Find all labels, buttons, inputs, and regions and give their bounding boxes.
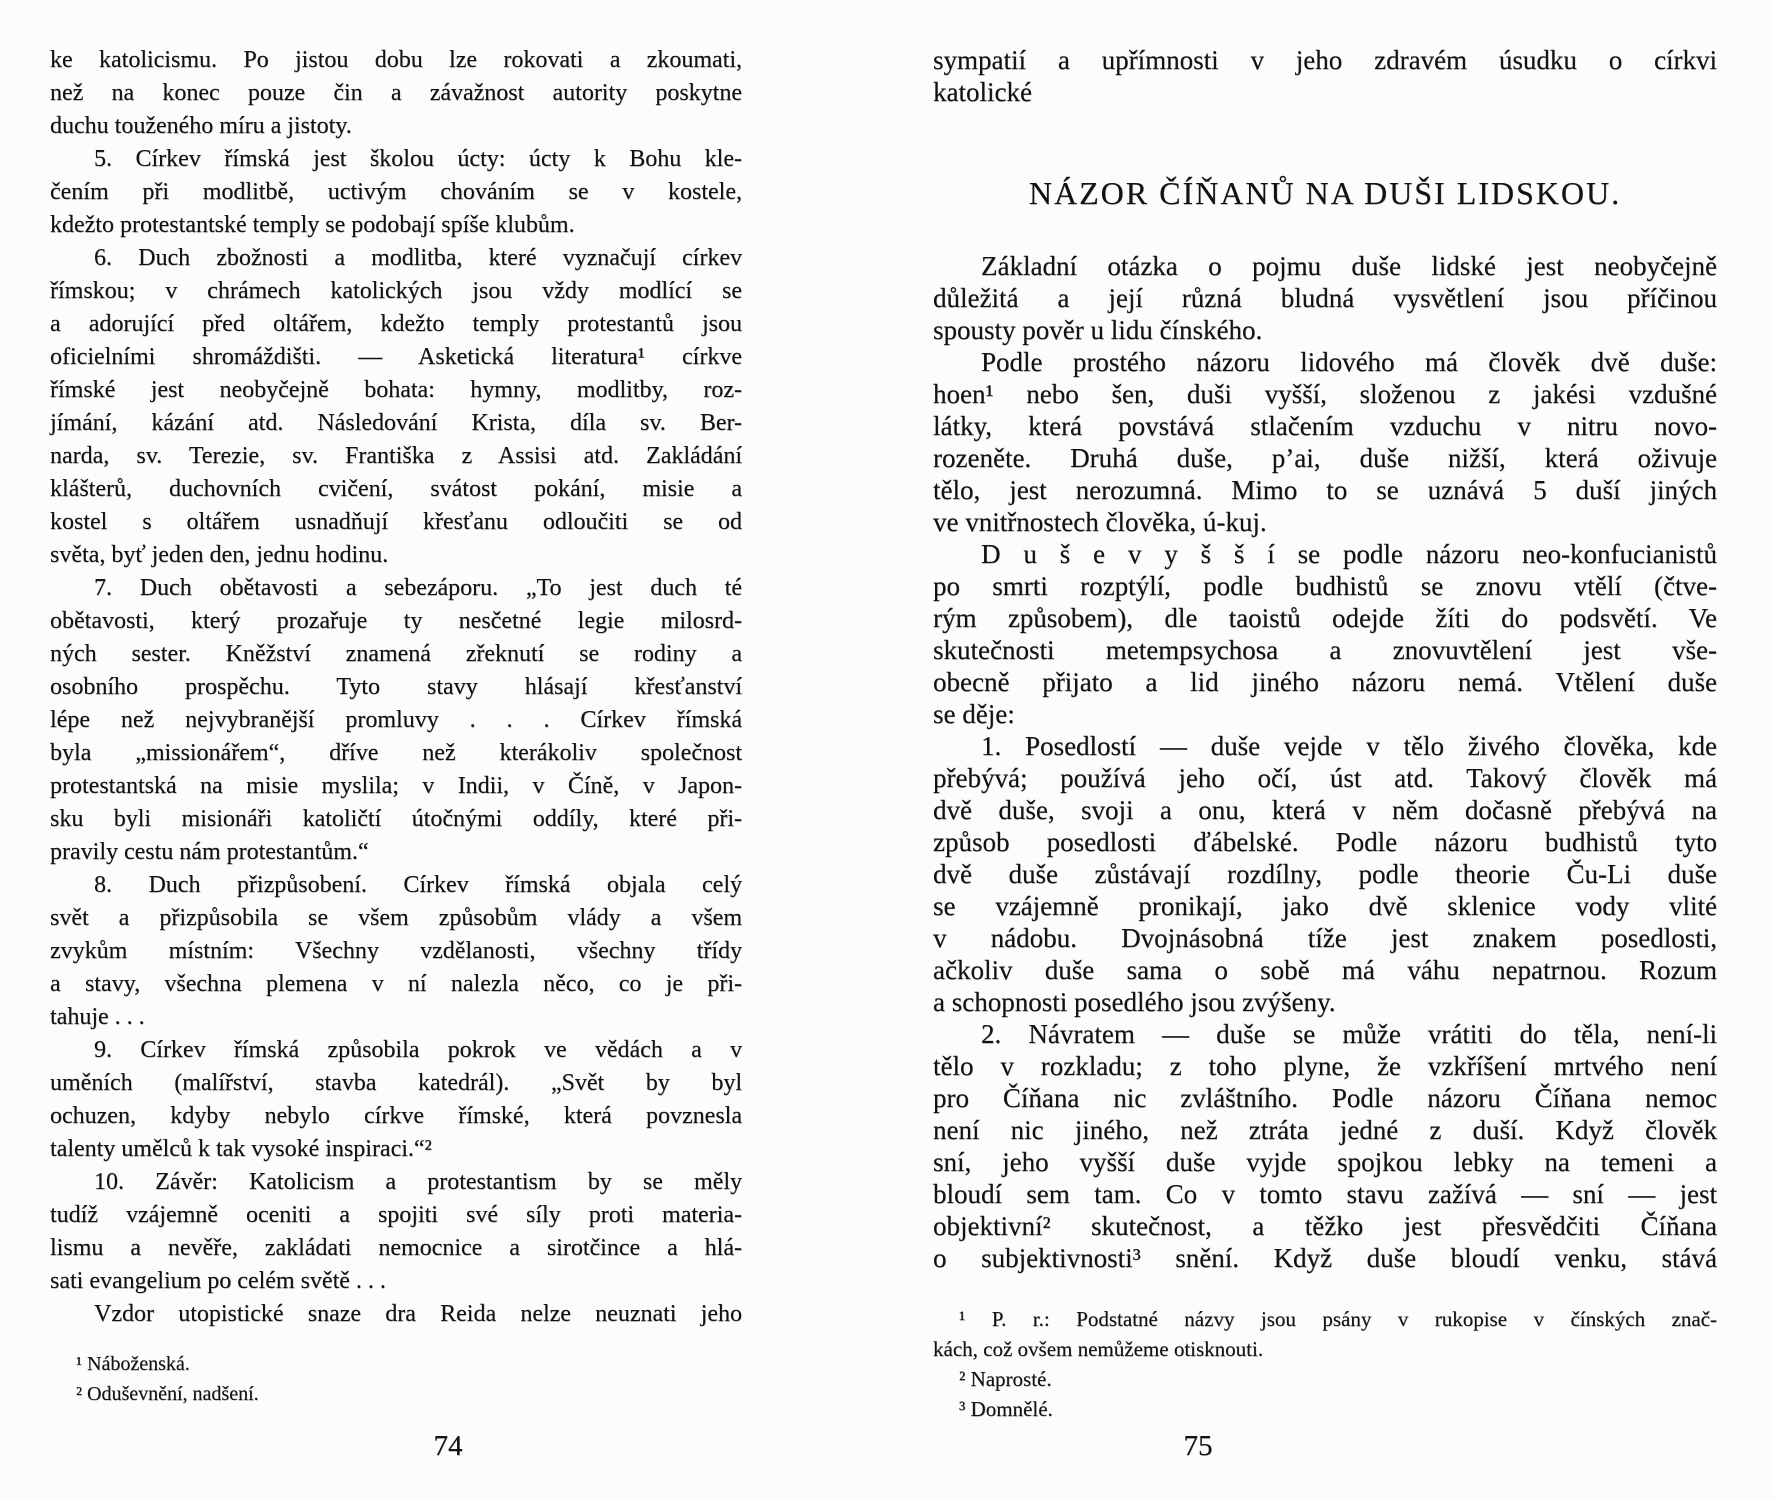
text-line: duchu touženého míru a jistoty. [50, 113, 352, 139]
left-page [50, 44, 742, 1409]
text-line: byla „missionářem“, dříve než kterákoliv společnost [50, 740, 742, 766]
text-line: D u š e v y š š í se podle názoru neo-konfucianistů [981, 539, 1717, 569]
text-line: látky, která povstává stlačením vzduchu v nitru novo- [933, 411, 1717, 441]
text-line: tudíž vzájemně oceniti a spojiti své síly proti materia- [50, 1202, 742, 1228]
text-line: se vzájemně pronikají, jako dvě sklenice vody vlité [933, 891, 1717, 921]
text-line: se děje: [933, 699, 1015, 729]
paragraph [933, 1018, 1717, 1274]
text-line: římskou; v chrámech katolických jsou vždy modlící se [50, 278, 742, 304]
text-line: Podle prostého názoru lidového má člověk dvě duše: [981, 347, 1717, 377]
text-line: pravily cestu nám protestantům.“ [50, 839, 369, 865]
page-number: 74 [433, 1430, 463, 1462]
text-line: ² Naprosté. [959, 1367, 1052, 1391]
text-line: klášterů, duchovních cvičení, svátost pokání, misie a [50, 476, 742, 502]
text-line: obětavosti, který prozařuje ty nesčetné legie milosrd- [50, 608, 742, 634]
text-line: ke katolicismu. Po jistou dobu lze rokovati a zkoumati, [50, 47, 742, 73]
text-line: není nic jiného, než ztráta jedné z duší. Když člověk [933, 1115, 1717, 1145]
paragraph [50, 242, 742, 572]
text-line: uměních (malířství, stavba katedrál). „Svět by byl [50, 1070, 742, 1096]
text-line: rozeněte. Druhá duše, p’ai, duše nižší, která oživuje [933, 443, 1717, 473]
paragraph [50, 572, 742, 869]
footnote [50, 1349, 742, 1379]
text-line: spousty pověr u lidu čínského. [933, 315, 1263, 345]
text-line: sympatií a upřímnosti v jeho zdravém úsudku o církvi [933, 45, 1717, 75]
text-line: lépe než nejvybranější promluvy . . . Církev římská [50, 707, 742, 733]
text-line: tělo, jest nerozumná. Mimo to se uznává 5 duší jiných [933, 475, 1717, 505]
right-page-body [933, 250, 1717, 1274]
left-page-body [50, 44, 742, 1331]
text-line: tahuje . . . [50, 1004, 145, 1030]
text-line: v nádobu. Dvojnásobná tíže jest znakem posedlosti, [933, 923, 1717, 953]
paragraph [933, 730, 1717, 1018]
text-line: ¹ P. r.: Podstatné názvy jsou psány v rukopise v čínských znač- [959, 1307, 1717, 1331]
text-line: rým způsobem), dle taoistů odejde žíti do podsvětí. Ve [933, 603, 1717, 633]
paragraph [50, 1034, 742, 1166]
paragraph [50, 1298, 742, 1331]
text-line: dvě duše zůstávají rozdílny, podle theorie Ču-Li duše [933, 859, 1717, 889]
paragraph [50, 44, 742, 143]
chapter-heading: NÁZOR ČÍŇANŮ NA DUŠI LIDSKOU. [1028, 175, 1622, 211]
text-line: kách, což ovšem nemůžeme otisknouti. [933, 1337, 1264, 1361]
text-line: a schopnosti posedlého jsou zvýšeny. [933, 987, 1336, 1017]
text-line: 2. Návratem — duše se může vrátiti do těla, není-li [981, 1019, 1717, 1049]
text-line: ¹ Náboženská. [76, 1353, 190, 1375]
text-line: světa, byť jeden den, jednu hodinu. [50, 542, 389, 568]
right-page-footnotes [933, 1304, 1717, 1424]
text-line: kostel s oltářem usnadňují křesťanu odloučiti se od [50, 509, 742, 535]
text-line: 7. Duch obětavosti a sebezáporu. „To jest duch té [94, 575, 742, 601]
text-line: svět a přizpůsobila se všem způsobům vlády a všem [50, 905, 742, 931]
left-page-footnotes [50, 1349, 742, 1409]
text-line: 5. Církev římská jest školou úcty: úcty k Bohu kle- [94, 146, 742, 172]
text-line: sku byli misionáři katoličtí útočnými oddíly, které při- [50, 806, 742, 832]
text-line: hoen¹ nebo šen, duši vyšší, složenou z jakési vzdušné [933, 379, 1717, 409]
paragraph [933, 250, 1717, 346]
text-line: ³ Domnělé. [959, 1397, 1053, 1421]
text-line: osobního prospěchu. Tyto stavy hlásají křesťanství [50, 674, 742, 700]
text-line: pro Číňana nic zvláštního. Podle názoru Číňana nemoc [933, 1083, 1717, 1113]
text-line: ných sester. Kněžství znamená zřeknutí se rodiny a [50, 641, 742, 667]
footnote [933, 1364, 1717, 1394]
text-line: o subjektivnosti³ snění. Když duše bloudí venku, stává [933, 1243, 1717, 1273]
paragraph [933, 44, 1717, 108]
text-line: než na konec pouze čin a závažnost autority poskytne [50, 80, 742, 106]
footnote [933, 1394, 1717, 1424]
text-line: ² Oduševnění, nadšení. [76, 1383, 259, 1405]
paragraph [50, 869, 742, 1034]
text-line: sní, jeho vyšší duše vyjde spojkou lebky na temeni a [933, 1147, 1717, 1177]
text-line: sati evangelium po celém světě . . . [50, 1268, 386, 1294]
paragraph [933, 538, 1717, 730]
text-line: dvě duše, svoji a onu, která v něm dočasně přebývá na [933, 795, 1717, 825]
text-line: Vzdor utopistické snaze dra Reida nelze neuznati jeho [94, 1301, 742, 1327]
text-line: oficielními shromáždišti. — Asketická literatura¹ církve [50, 344, 742, 370]
right-page [933, 44, 1717, 1424]
text-line: 8. Duch přizpůsobení. Církev římská objala celý [94, 872, 742, 898]
paragraph [50, 1166, 742, 1298]
text-line: důležitá a její různá bludná vysvětlení jsou příčinou [933, 283, 1717, 313]
right-page-continuation [933, 44, 1717, 108]
text-line: 1. Posedlostí — duše vejde v tělo živého člověka, kde [981, 731, 1717, 761]
text-line: narda, sv. Terezie, sv. Františka z Assisi atd. Zakládání [50, 443, 742, 469]
text-line: zvykům místním: Všechny vzdělanosti, všechny třídy [50, 938, 742, 964]
page-number: 75 [1183, 1430, 1213, 1462]
paragraph [933, 346, 1717, 538]
footnote [933, 1304, 1717, 1364]
text-line: čením při modlitbě, uctivým chováním se v kostele, [50, 179, 742, 205]
text-line: ve vnitřnostech člověka, ú-kuj. [933, 507, 1267, 537]
text-line: talenty umělců k tak vysoké inspiraci.“² [50, 1136, 432, 1162]
paragraph [50, 143, 742, 242]
text-line: lismu a nevěře, zakládati nemocnice a sirotčince a hlá- [50, 1235, 742, 1261]
text-line: 6. Duch zbožnosti a modlitba, které vyznačují církev [94, 245, 742, 271]
text-line: 9. Církev římská způsobila pokrok ve vědách a v [94, 1037, 742, 1063]
text-line: objektivní² skutečnost, a těžko jest přesvědčiti Číňana [933, 1211, 1717, 1241]
text-line: ochuzen, kdyby nebylo církve římské, která povznesla [50, 1103, 742, 1129]
text-line: skutečnosti metempsychosa a znovuvtělení jest vše- [933, 635, 1717, 665]
text-line: bloudí sem tam. Co v tomto stavu zažívá — sní — jest [933, 1179, 1717, 1209]
text-line: a adorující před oltářem, kdežto temply protestantů jsou [50, 311, 742, 337]
text-line: jímání, kázání atd. Následování Krista, díla sv. Ber- [50, 410, 742, 436]
text-line: přebývá; používá jeho očí, úst atd. Takový člověk má [933, 763, 1717, 793]
text-line: katolické [933, 77, 1032, 107]
text-line: římské jest neobyčejně bohata: hymny, modlitby, roz- [50, 377, 742, 403]
text-line: a stavy, všechna plemena v ní nalezla něco, co je při- [50, 971, 742, 997]
text-line: kdežto protestantské temply se podobají spíše klubům. [50, 212, 575, 238]
text-line: protestantská na misie myslila; v Indii, v Číně, v Japon- [50, 773, 742, 799]
footnote [50, 1379, 742, 1409]
text-line: Základní otázka o pojmu duše lidské jest neobyčejně [981, 251, 1717, 281]
text-line: obecně přijato a lid jiného názoru nemá. Vtělení duše [933, 667, 1717, 697]
text-line: způsob posedlosti ďábelské. Podle názoru budhistů tyto [933, 827, 1717, 857]
text-line: tělo v rozkladu; z toho plyne, že vzkříšení mrtvého není [933, 1051, 1717, 1081]
text-line: po smrti rozptýlí, podle budhistů se znovu vtělí (čtve- [933, 571, 1717, 601]
text-line: ačkoliv duše sama o sobě má váhu nepatrnou. Rozum [933, 955, 1717, 985]
text-line: 10. Závěr: Katolicism a protestantism by se měly [94, 1169, 742, 1195]
